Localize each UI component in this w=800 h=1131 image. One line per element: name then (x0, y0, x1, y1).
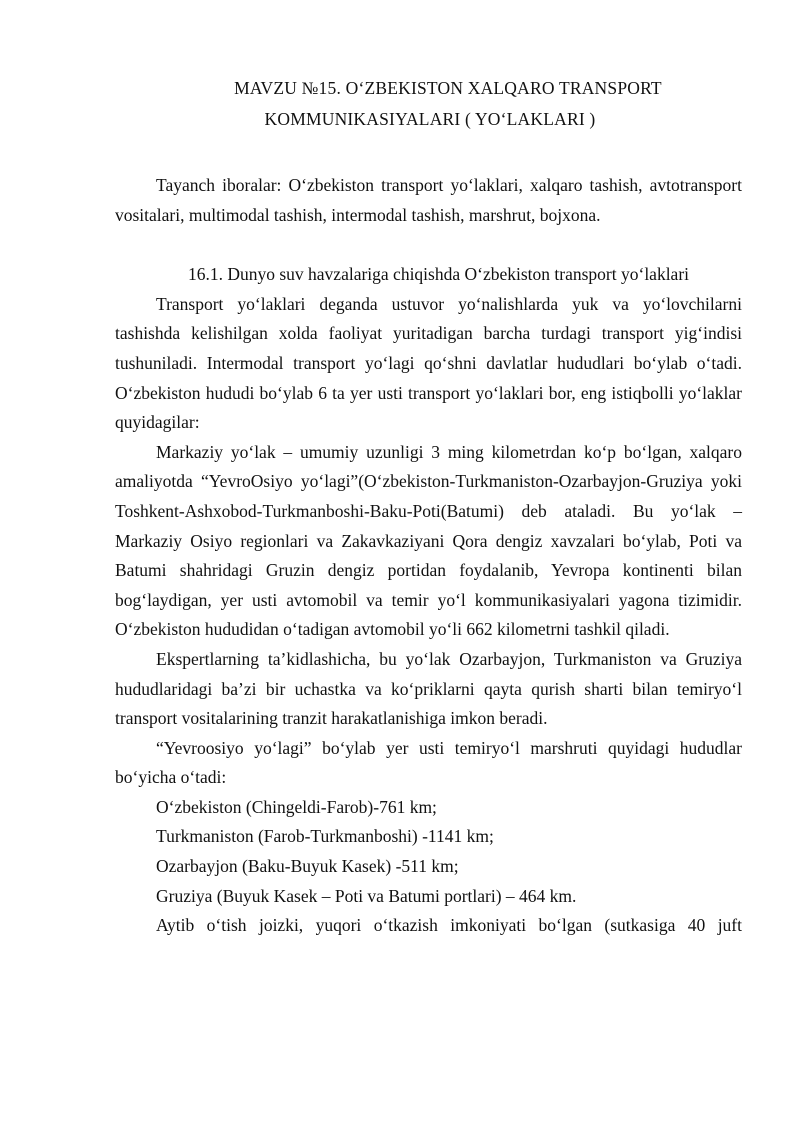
route-item-georgia: Gruziya (Buyuk Kasek – Poti va Batumi portlari) – 464 km. (156, 885, 577, 906)
title-line-1: MAVZU №15. O‘ZBEKISTON XALQARO TRANSPORT (234, 78, 662, 98)
paragraph-4: “Yevroosiyo yo‘lagi” bo‘ylab yer usti temiryo‘l marshruti quyidagi hududlar bo‘yicha o‘tadi: (115, 737, 742, 788)
route-item-turkmenistan: Turkmaniston (Farob-Turkmanboshi) -1141 km; (156, 826, 494, 847)
route-item-uzbekistan: O‘zbekiston (Chingeldi-Farob)-761 km; (156, 796, 437, 817)
section-heading: 16.1. Dunyo suv havzalariga chiqishda O‘zbekiston transport yo‘laklari (187, 264, 690, 285)
paragraph-1: Transport yo‘laklari deganda ustuvor yo‘nalishlarda yuk va yo‘lovchilarni tashishda kelishilgan xolda faoliyat yuritadigan barcha turdagi transport yig‘indisi tushuniladi. Intermodal transport yo‘lagi qo‘shni davlatlar hududlari bo‘ylab o‘tadi. O‘zbekiston hududi bo‘ylab 6 ta yer usti transport yo‘laklari bor, eng istiqbolli yo‘laklar quyidagilar: (115, 293, 742, 433)
final-paragraph: Aytib o‘tish joizki, yuqori o‘tkazish imkoniyati bo‘lgan (sutkasiga 40 juft (156, 915, 742, 936)
route-item-azerbaijan: Ozarbayjon (Baku-Buyuk Kasek) -511 km; (156, 856, 459, 877)
keywords-paragraph: Tayanch iboralar: O‘zbekiston transport yo‘laklari, xalqaro tashish, avtotransport vositalari, multimodal tashish, intermodal tashish, marshrut, bojxona. (115, 175, 742, 225)
paragraph-2: Markaziy yo‘lak – umumiy uzunligi 3 ming kilometrdan ko‘p bo‘lgan, xalqaro amaliyotda “YevroOsiyo yo‘lagi”(O‘zbekiston-Turkmaniston-Ozarbayjon-Gruziya yoki Toshkent-Ashxobod-Turkmanboshi-Baku-Poti(Batumi) deb ataladi. Bu yo‘lak – Markaziy Osiyo regionlari va Zakavkaziyani Qora dengiz xavzalari bo‘ylab, Poti va Batumi shahridagi Gruzin dengiz portidan foydalanib, Yevropa kontinenti bilan bog‘laydigan, yer usti avtomobil va temir yo‘l kommunikasiyalari yagona tizimidir. O‘zbekiston hududidan o‘tadigan avtomobil yo‘li 662 kilometrni tashkil qiladi. (115, 441, 742, 640)
document-body (115, 171, 742, 941)
title-line-2: KOMMUNIKASIYALARI ( YO‘LAKLARI ) (264, 109, 596, 129)
paragraph-3: Ekspertlarning ta’kidlashicha, bu yo‘lak Ozarbayjon, Turkmaniston va Gruziya hududlaridagi ba’zi bir uchastka va ko‘priklarni qayta qurish sharti bilan temiryo‘l transport vositalarining tranzit harakatlanishiga imkon beradi. (115, 648, 742, 729)
